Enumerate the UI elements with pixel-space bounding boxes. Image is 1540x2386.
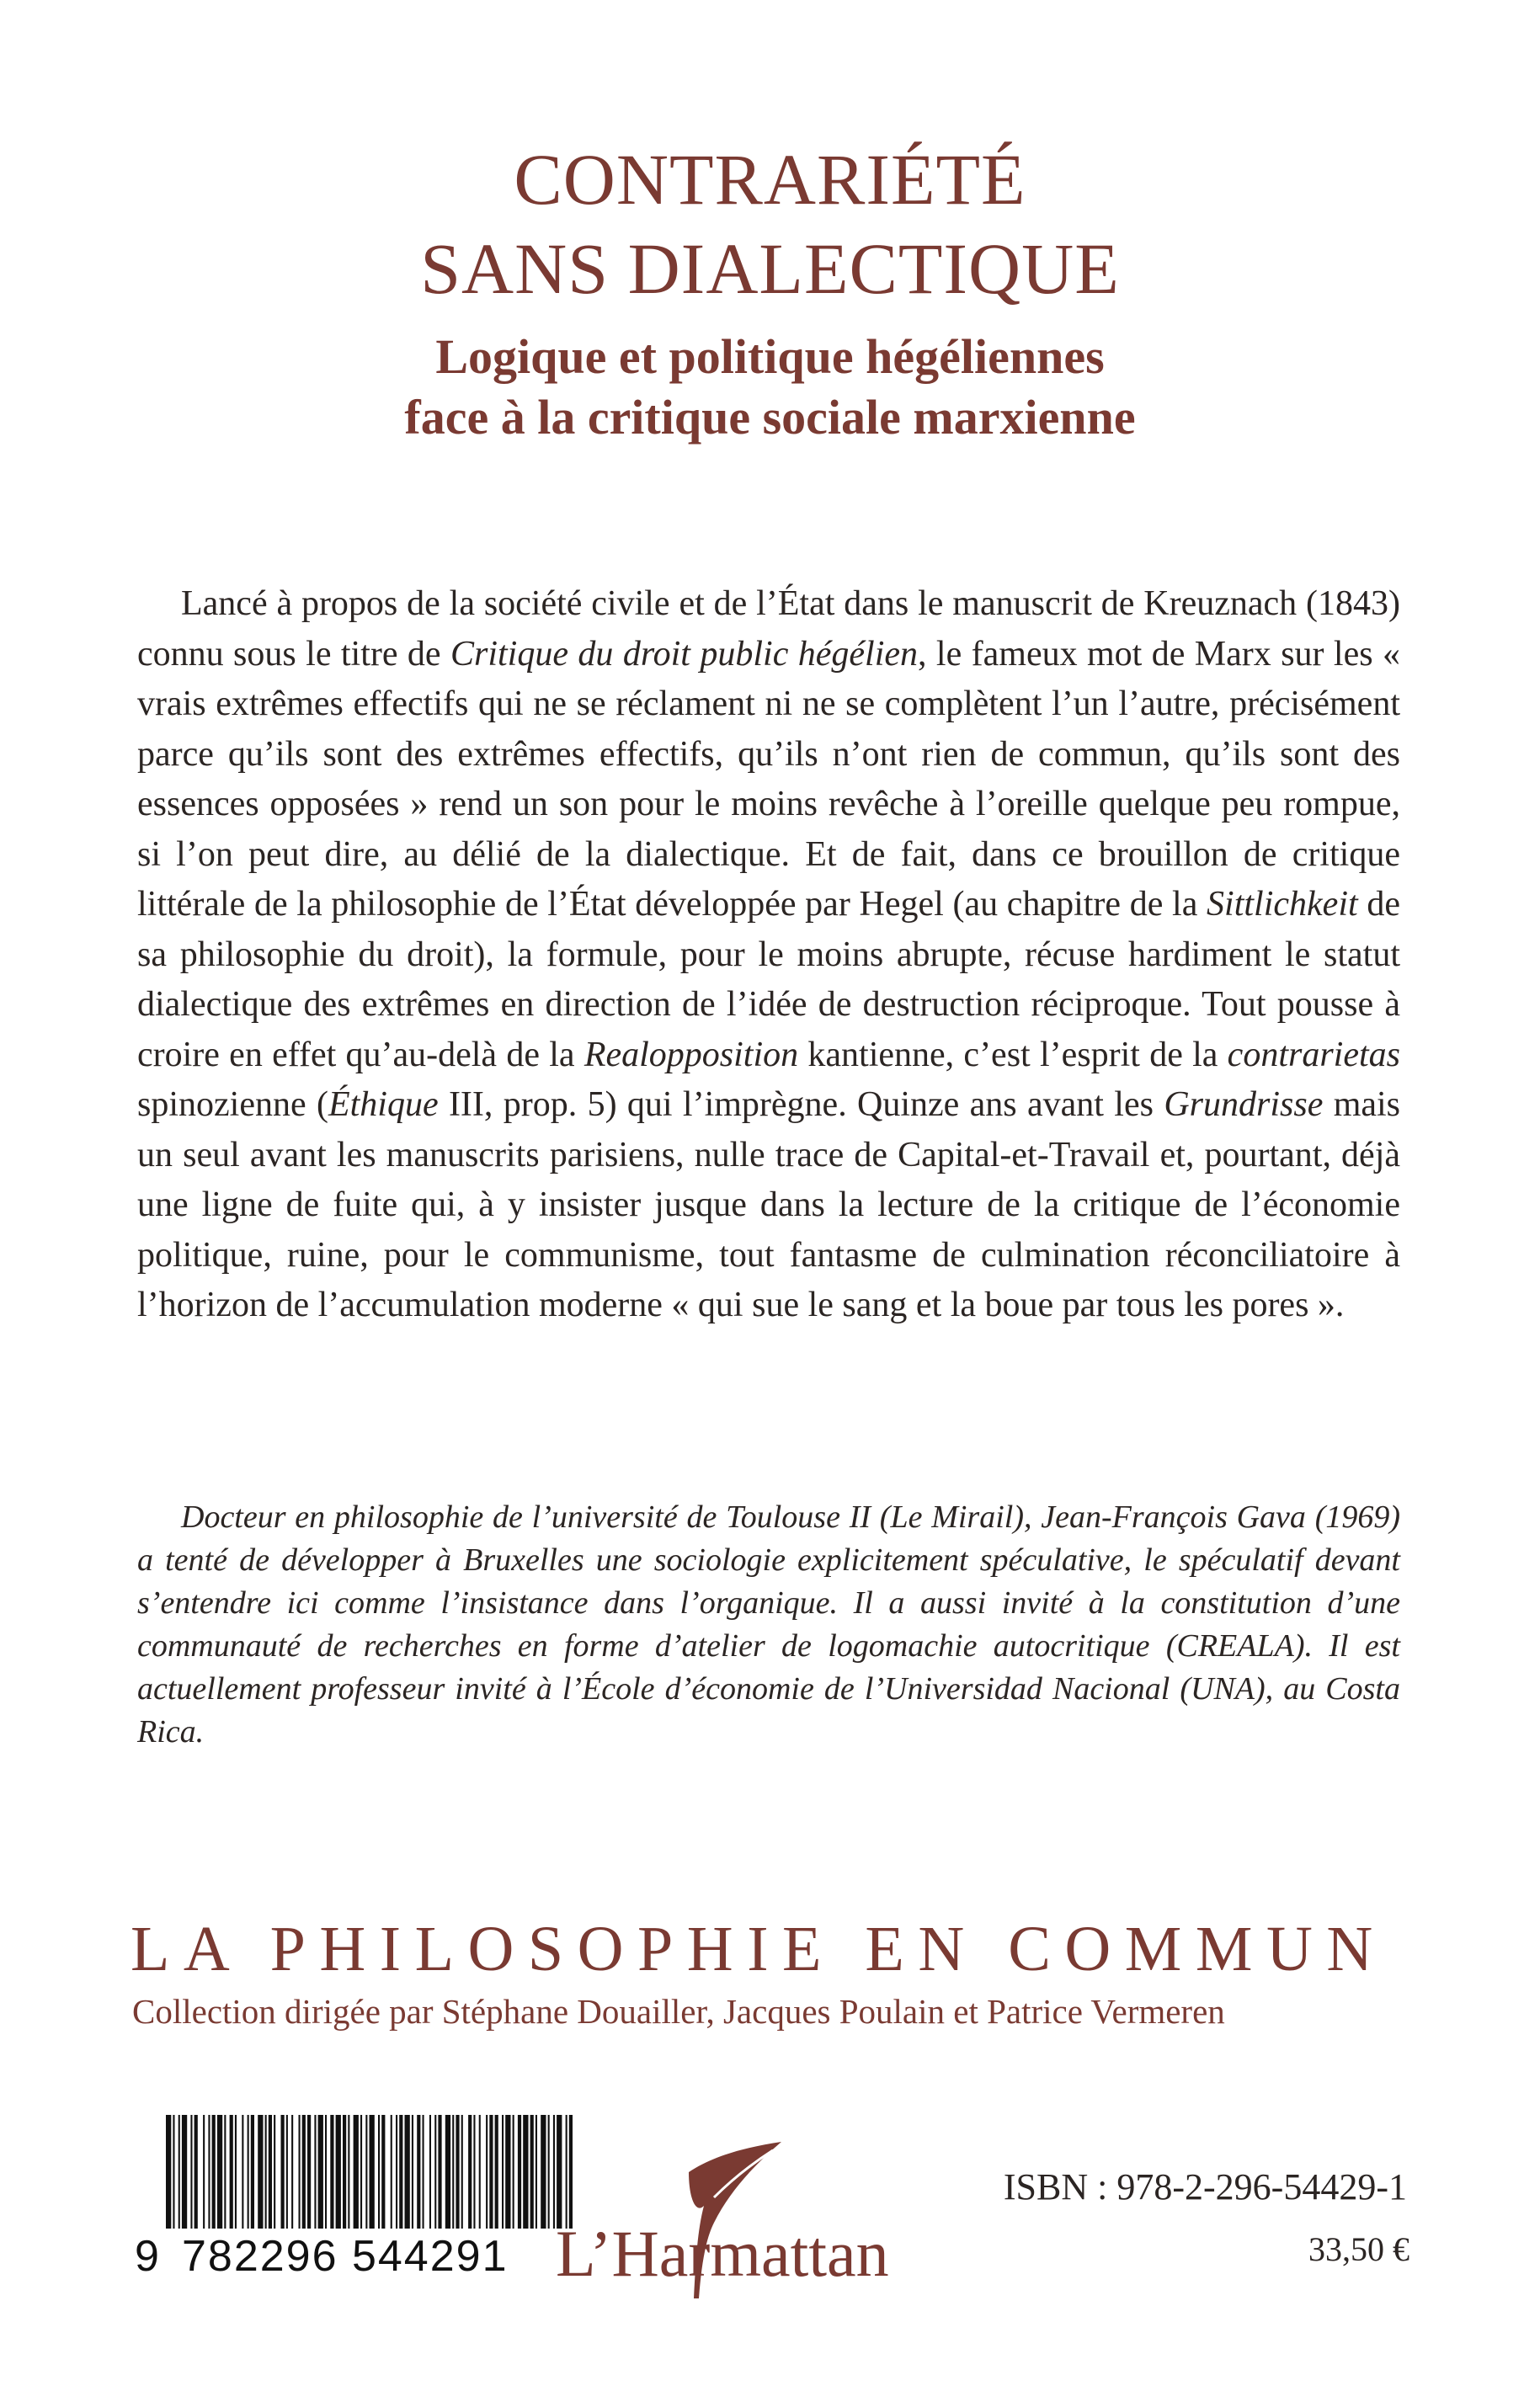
back-cover-blurb <box>137 579 1400 1331</box>
barcode-bar <box>302 2115 306 2229</box>
barcode-bar <box>251 2115 254 2229</box>
barcode-bar <box>235 2115 237 2229</box>
barcode-bar <box>495 2115 498 2229</box>
barcode-bar <box>258 2115 263 2229</box>
barcode-bar <box>203 2115 205 2229</box>
collection-directors: Collection dirigée par Stéphane Douailler, Jacques Poulain et Patrice Vermeren <box>132 1992 1225 2031</box>
blurb-paragraph: Lancé à propos de la société civile et de l’État dans le manuscrit de Kreuznach (1843) connu sous le titre de Critique du droit public hégélien, le fameux mot de Marx sur les « vrais extrêmes effectifs qui ne se réclament ni ne se complètent l’un l’autre, précisément parce qu’ils sont des extrêmes effectifs, qu’ils n’ont rien de commun, qu’ils sont des essences opposées » rend un son pour le moins revêche à l’oreille quelque peu rompue, si l’on peut dire, au délié de la dialectique. Et de fait, dans ce brouillon de critique littérale de la philosophie de l’État développée par Hegel (au chapitre de la Sittlichkeit de sa philosophie du droit), la formule, pour le moins abrupte, récuse hardiment le statut dialectique des extrêmes en direction de l’idée de destruction réciproque. Tout pousse à croire en effet qu’au-delà de la Realopposition kantienne, c’est l’esprit de la contrarietas spinozienne (Éthique III, prop. 5) qui l’imprègne. Quinze ans avant les Grundrisse mais un seul avant les manuscrits parisiens, nulle trace de Capital-et-Travail et, pourtant, déjà une ligne de fuite qui, à y insister jusque dans la lecture de la critique de l’économie politique, ruine, pour le communisme, tout fantasme de culmination réconciliatoire à l’horizon de l’accumulation moderne « qui sue le sang et la boue par tous les pores ». <box>137 584 1401 1324</box>
barcode-bar <box>194 2115 198 2229</box>
barcode-bar <box>548 2115 550 2229</box>
barcode-bar <box>314 2115 316 2229</box>
barcode-bar <box>212 2115 216 2229</box>
barcode-bar <box>281 2115 285 2229</box>
barcode-bar <box>541 2115 546 2229</box>
barcode-lead-digit: 9 <box>135 2232 161 2281</box>
isbn: ISBN : 978-2-296-54429-1 <box>1003 2166 1407 2208</box>
barcode-bar <box>365 2115 367 2229</box>
barcode-bar <box>370 2115 375 2229</box>
barcode-number: 782296 544291 <box>182 2232 509 2281</box>
barcode-bar <box>274 2115 275 2229</box>
subtitle-line-1: Logique et politique hégéliennes <box>435 329 1105 384</box>
barcode-bar <box>530 2115 534 2229</box>
barcode-bar <box>505 2115 510 2229</box>
barcode-bar <box>412 2115 413 2229</box>
author-bio <box>137 1496 1400 1754</box>
barcode-bar <box>208 2115 210 2229</box>
barcode-bar <box>230 2115 233 2229</box>
barcode-bar <box>423 2115 424 2229</box>
barcode-bar <box>473 2115 475 2229</box>
barcode-bar <box>438 2115 441 2229</box>
barcode-bar <box>405 2115 410 2229</box>
barcode-bar <box>461 2115 463 2229</box>
barcode-bar <box>489 2115 493 2229</box>
barcode-bar <box>343 2115 346 2229</box>
barcode-bar <box>536 2115 537 2229</box>
barcode-bar <box>166 2115 171 2229</box>
subtitle-line-2: face à la critique sociale marxienne <box>404 390 1136 445</box>
barcode-bar <box>445 2115 450 2229</box>
barcode-bar <box>325 2115 327 2229</box>
barcode-bar <box>523 2115 528 2229</box>
barcode-bar <box>391 2115 392 2229</box>
barcode-bar <box>513 2115 514 2229</box>
barcode-bar <box>307 2115 311 2229</box>
barcode-digits <box>135 2231 589 2298</box>
barcode-bar <box>354 2115 359 2229</box>
barcode-bar <box>378 2115 380 2229</box>
barcode-bar <box>381 2115 385 2229</box>
book-subtitle <box>0 327 1540 448</box>
barcode-bar <box>190 2115 192 2229</box>
barcode-bar <box>265 2115 267 2229</box>
barcode-bar <box>299 2115 301 2229</box>
barcode-bar <box>330 2115 333 2229</box>
title-line-2: SANS DIALECTIQUE <box>420 228 1120 309</box>
barcode-bar <box>553 2115 555 2229</box>
barcode-bar <box>502 2115 504 2229</box>
barcode-bar <box>224 2115 226 2229</box>
publisher-name: L’Harmattan <box>556 2217 889 2290</box>
price: 33,50 € <box>1308 2230 1409 2268</box>
publisher-logo <box>556 2138 893 2307</box>
barcode-bar <box>286 2115 288 2229</box>
author-bio-text: Docteur en philosophie de l’université de Toulouse II (Le Mirail), Jean-François Gava (1969) a tenté de développer à Bruxelles une sociologie explicitement spéculative, le spéculatif devant s’entendre ici comme l’insistance dans l’organique. Il a aussi invité à la constitution d’une communauté de recherches en forme d’atelier de logomachie autocritique (CREALA). Il est actuellement professeur invité à l’École d’économie de l’Universidad Nacional (UNA), au Costa Rica. <box>137 1499 1400 1750</box>
barcode-bar <box>269 2115 272 2229</box>
title-line-1: CONTRARIÉTÉ <box>514 139 1026 220</box>
barcode-bar <box>518 2115 521 2229</box>
barcode-bar <box>456 2115 459 2229</box>
barcode-bar <box>348 2115 349 2229</box>
barcode-bar <box>417 2115 420 2229</box>
barcode-bar <box>291 2115 293 2229</box>
barcode-bar <box>318 2115 323 2229</box>
barcode-bar <box>468 2115 472 2229</box>
barcode-bar <box>434 2115 436 2229</box>
barcode-bar <box>248 2115 249 2229</box>
barcode-bar <box>336 2115 341 2229</box>
barcode-bar <box>396 2115 397 2229</box>
barcode-bar <box>399 2115 402 2229</box>
barcode-bar <box>217 2115 222 2229</box>
barcode-bar <box>486 2115 488 2229</box>
barcode-bar <box>479 2115 481 2229</box>
barcode-bar <box>360 2115 362 2229</box>
barcode-bar <box>179 2115 180 2229</box>
barcode-bar <box>173 2115 174 2229</box>
barcode-bar <box>182 2115 187 2229</box>
collection-name: LA PHILOSOPHIE EN COMMUN <box>131 1914 1387 1984</box>
barcode-bar <box>452 2115 454 2229</box>
barcode-bar <box>429 2115 431 2229</box>
book-title <box>0 135 1540 313</box>
barcode-bar <box>242 2115 243 2229</box>
